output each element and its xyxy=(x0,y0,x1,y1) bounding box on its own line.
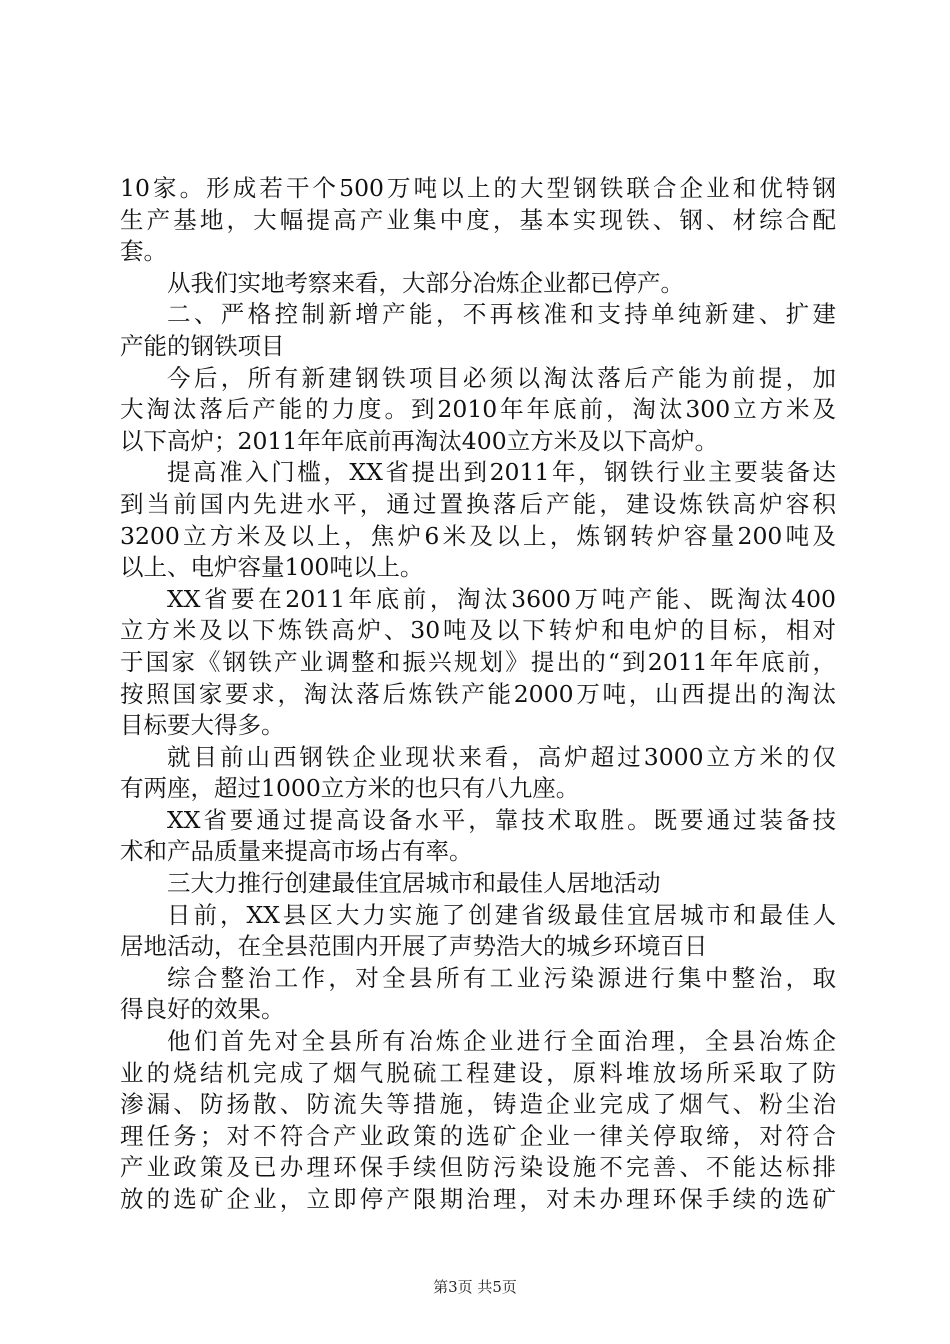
text-line: 二、严格控制新增产能，不再核准和支持单纯新建、扩建 xyxy=(167,300,836,329)
text-line: 三大力推行创建最佳宜居城市和最佳人居地活动 xyxy=(167,869,661,898)
text-line: XX省要通过提高设备水平，靠技术取胜。既要通过装备技 xyxy=(167,805,836,834)
text-line: 有两座，超过1000立方米的也只有八九座。 xyxy=(120,774,580,803)
text-line: 套。 xyxy=(120,237,167,266)
text-line: 就目前山西钢铁企业现状来看，高炉超过3000立方米的仅 xyxy=(167,742,836,771)
text-line: 日前，XX县区大力实施了创建省级最佳宜居城市和最佳人 xyxy=(167,900,836,929)
text-line: 业的烧结机完成了烟气脱硫工程建设，原料堆放场所采取了防 xyxy=(120,1058,836,1087)
text-line: 得良好的效果。 xyxy=(120,995,285,1024)
text-line: 今后，所有新建钢铁项目必须以淘汰落后产能为前提，加 xyxy=(167,363,836,392)
text-line: 综合整治工作，对全县所有工业污染源进行集中整治，取 xyxy=(167,963,836,992)
text-line: 放的选矿企业，立即停产限期治理，对未办理环保手续的选矿 xyxy=(120,1185,836,1213)
text-line: 于国家《钢铁产业调整和振兴规划》提出的“到2011年年底前， xyxy=(120,647,836,676)
text-line: XX省要在2011年底前，淘汰3600万吨产能、既淘汰400 xyxy=(167,584,836,613)
text-line: 渗漏、防扬散、防流失等措施，铸造企业完成了烟气、粉尘治 xyxy=(120,1090,836,1119)
text-line: 他们首先对全县所有冶炼企业进行全面治理，全县冶炼企 xyxy=(167,1027,836,1056)
text-line: 产业政策及已办理环保手续但防污染设施不完善、不能达标排 xyxy=(120,1153,836,1182)
text-line: 立方米及以下炼铁高炉、30吨及以下转炉和电炉的目标，相对 xyxy=(120,616,836,645)
text-line: 从我们实地考察来看，大部分冶炼企业都已停产。 xyxy=(167,268,684,297)
text-line: 术和产品质量来提高市场占有率。 xyxy=(120,837,473,866)
text-line: 提高准入门槛，XX省提出到2011年，钢铁行业主要装备达 xyxy=(167,458,836,487)
text-line: 产能的钢铁项目 xyxy=(120,331,285,360)
page-footer: 第3页 共5页 xyxy=(433,1278,517,1296)
text-line: 以上、电炉容量100吨以上。 xyxy=(120,553,424,582)
text-line: 10家。形成若干个500万吨以上的大型钢铁联合企业和优特钢 xyxy=(120,174,836,202)
text-line: 居地活动，在全县范围内开展了声势浩大的城乡环境百日 xyxy=(120,932,708,961)
text-line: 按照国家要求，淘汰落后炼铁产能2000万吨，山西提出的淘汰 xyxy=(120,679,836,708)
document-body xyxy=(120,173,836,1216)
text-line: 到当前国内先进水平，通过置换落后产能，建设炼铁高炉容积 xyxy=(120,489,836,518)
text-line: 以下高炉；2011年年底前再淘汰400立方米及以下高炉。 xyxy=(120,426,719,455)
text-line: 生产基地，大幅提高产业集中度，基本实现铁、钢、材综合配 xyxy=(120,205,836,234)
text-line: 理任务；对不符合产业政策的选矿企业一律关停取缔，对符合 xyxy=(120,1121,836,1150)
text-line: 3200立方米及以上，焦炉6米及以上，炼钢转炉容量200吨及 xyxy=(120,521,836,550)
text-line: 目标要大得多。 xyxy=(120,711,285,740)
text-line: 大淘汰落后产能的力度。到2010年年底前，淘汰300立方米及 xyxy=(120,395,836,424)
